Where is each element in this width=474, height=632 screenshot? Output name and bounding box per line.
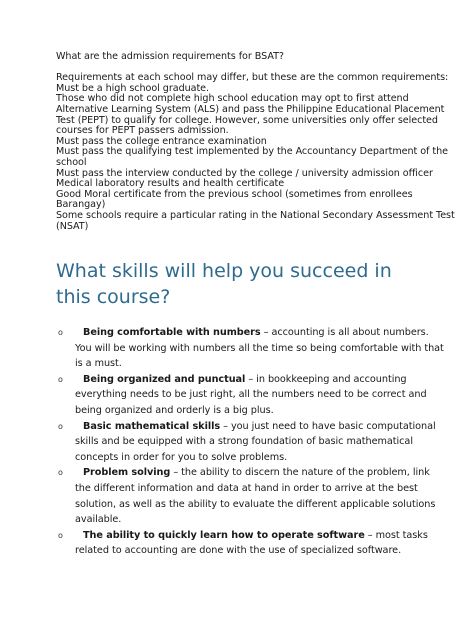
skill-item xyxy=(56,325,444,372)
skill-description-line: related to accounting are done with the use of specialized software. xyxy=(75,545,402,557)
skills-list xyxy=(56,325,444,559)
skill-description: – most tasks xyxy=(364,529,428,541)
requirement-line: Must be a high school graduate. xyxy=(56,82,210,94)
bullet-icon: o xyxy=(58,328,63,337)
admission-question: What are the admission requirements for BSAT? xyxy=(56,51,284,62)
skill-term: The ability to quickly learn how to operate software xyxy=(83,529,365,541)
skill-item xyxy=(56,528,426,559)
admission-requirements-section xyxy=(56,51,455,232)
requirement-line: Alternative Learning System (ALS) and pass the Philippine Educational Placement xyxy=(56,103,445,115)
skill-first-line xyxy=(75,372,426,388)
skill-term: Being organized and punctual xyxy=(83,373,246,385)
skill-description: – in bookkeeping and accounting xyxy=(245,373,407,385)
bullet-icon: o xyxy=(58,374,63,384)
requirement-line: Good Moral certificate from the previous school (sometimes from enrollees xyxy=(56,188,413,200)
requirement-line: school xyxy=(56,156,87,168)
requirement-line: Medical laboratory results and health certificate xyxy=(56,178,285,190)
skills-heading: What skills will help you succeed in this course? xyxy=(56,260,392,308)
skill-description-line: solution, as well as the ability to evaluate the different applicable solutions xyxy=(75,498,436,510)
skill-first-line xyxy=(75,325,429,341)
skill-term: Being comfortable with numbers xyxy=(83,327,261,338)
requirement-line: (NSAT) xyxy=(56,220,89,232)
skill-description-line: being organized and orderly is a big plus. xyxy=(75,404,274,416)
skill-description: – you just need to have basic computational xyxy=(220,420,436,432)
bullet-icon: o xyxy=(58,468,63,478)
skill-first-line xyxy=(75,465,430,481)
skill-description-line: the different information and data at hand in order to arrive at the best xyxy=(75,482,418,494)
skill-description-line: concepts in order for you to solve problems. xyxy=(75,451,288,463)
requirement-line: courses for PEPT passers admission. xyxy=(56,125,229,137)
requirement-line: Requirements at each school may differ, but these are the common requirements: xyxy=(56,72,449,84)
requirement-line: Some schools require a particular rating in the National Secondary Assessment Test xyxy=(56,209,455,221)
skill-description: – accounting is all about numbers. xyxy=(260,327,429,338)
skill-term: Problem solving xyxy=(83,467,171,479)
skill-item xyxy=(56,465,436,527)
skill-first-line xyxy=(75,528,426,544)
skill-description-line: available. xyxy=(75,514,122,526)
requirement-line: Must pass the interview conducted by the college / university admission officer xyxy=(56,167,433,179)
skill-first-line xyxy=(75,419,436,435)
skill-item xyxy=(56,372,426,419)
skill-item xyxy=(56,419,436,466)
requirement-line: Must pass the qualifying test implemented by the Accountancy Department of the xyxy=(56,146,448,158)
skill-description-line: You will be working with numbers all the time so being comfortable with that xyxy=(75,342,444,354)
requirement-line: Barangay) xyxy=(56,199,106,211)
skill-description-line: skills and be equipped with a strong foundation of basic mathematical xyxy=(75,436,413,448)
bullet-icon: o xyxy=(58,421,63,431)
requirement-line: Must pass the college entrance examination xyxy=(56,135,267,147)
requirement-line: Those who did not complete high school education may opt to first attend xyxy=(56,93,409,105)
requirement-line: Test (PEPT) to qualify for college. However, some universities only offer selected xyxy=(56,114,438,126)
skill-description-line: everything needs to be just right, all the numbers need to be correct and xyxy=(75,389,427,401)
bullet-icon: o xyxy=(58,530,63,540)
skill-description-line: is a must. xyxy=(75,358,122,370)
skill-term: Basic mathematical skills xyxy=(83,420,221,432)
skill-description: – the ability to discern the nature of the problem, link xyxy=(170,467,430,479)
